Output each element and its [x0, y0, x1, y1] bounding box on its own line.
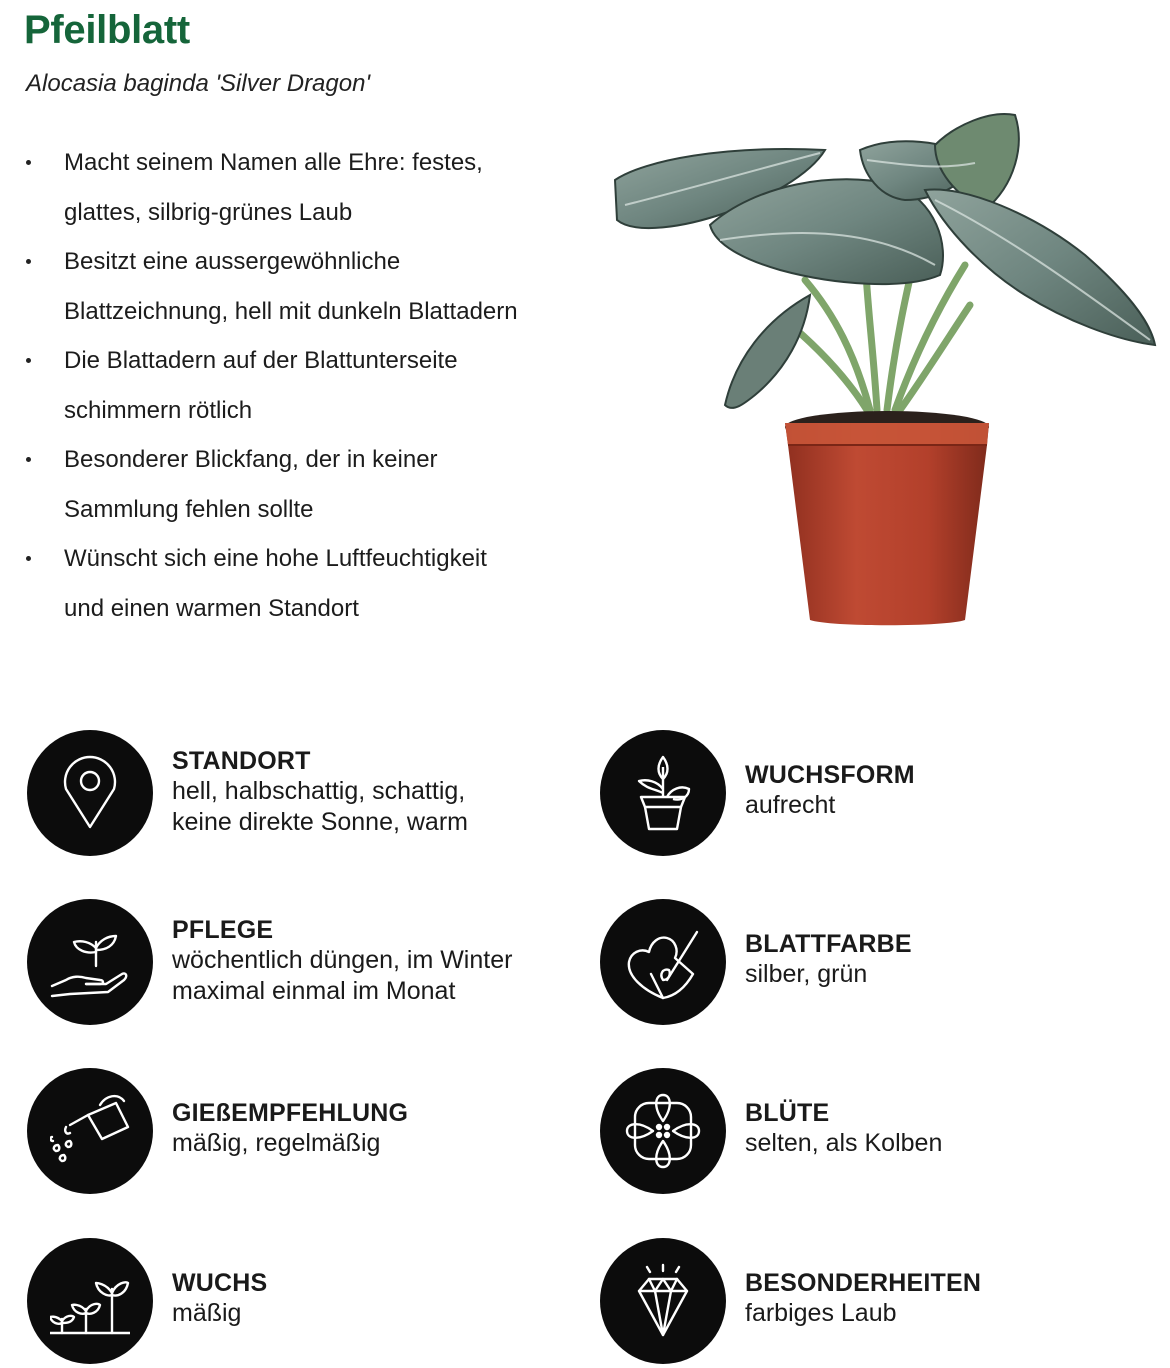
feature-value: wöchentlich düngen, im Winter maximal einmal im Monat [172, 946, 513, 1005]
bullet-item: Besitzt eine aussergewöhnliche Blattzeichnung, hell mit dunkeln Blattadern [24, 237, 604, 336]
feature-label: GIEßEMPFEHLUNG [172, 1099, 409, 1127]
bullet-item: Die Blattadern auf der Blattunterseite schimmern rötlich [24, 336, 604, 435]
feature-value: silber, grün [745, 960, 868, 988]
feature-value: selten, als Kolben [745, 1129, 943, 1157]
diamond-icon [600, 1238, 726, 1364]
feature-label: BESONDERHEITEN [745, 1269, 982, 1297]
feature-label: BLATTFARBE [745, 930, 912, 958]
bullet-item: Besonderer Blickfang, der in keiner Sammlung fehlen sollte [24, 435, 604, 534]
botanical-name: Alocasia baginda 'Silver Dragon' [26, 70, 371, 97]
bullet-dot [26, 556, 31, 561]
location-pin-icon [27, 730, 153, 856]
leaf-brush-icon [600, 899, 726, 1025]
bullet-dot [26, 259, 31, 264]
leaves [615, 114, 1155, 408]
bullet-item: Macht seinem Namen alle Ehre: festes, glattes, silbrig-grünes Laub [24, 138, 604, 237]
bullet-dot [26, 457, 31, 462]
plant-image [605, 105, 1165, 635]
feature-label: WUCHS [172, 1269, 268, 1297]
feature-label: WUCHSFORM [745, 761, 915, 789]
potted-plant-icon [600, 730, 726, 856]
feature-label: BLÜTE [745, 1099, 830, 1127]
flower-icon [600, 1068, 726, 1194]
sprouts-icon [27, 1238, 153, 1364]
feature-value: mäßig, regelmäßig [172, 1129, 381, 1157]
feature-bullet-list [24, 138, 604, 633]
feature-value: farbiges Laub [745, 1299, 897, 1327]
bullet-dot [26, 358, 31, 363]
feature-value: mäßig [172, 1299, 242, 1327]
feature-value: aufrecht [745, 791, 836, 819]
feature-label: STANDORT [172, 747, 311, 775]
watering-can-icon [27, 1068, 153, 1194]
feature-label: PFLEGE [172, 916, 274, 944]
feature-value: hell, halbschattig, schattig, keine direkte Sonne, warm [172, 777, 468, 836]
bullet-dot [26, 160, 31, 165]
hand-seedling-icon [27, 899, 153, 1025]
bullet-item: Wünscht sich eine hohe Luftfeuchtigkeit und einen warmen Standort [24, 534, 604, 633]
page-title: Pfeilblatt [24, 8, 190, 52]
